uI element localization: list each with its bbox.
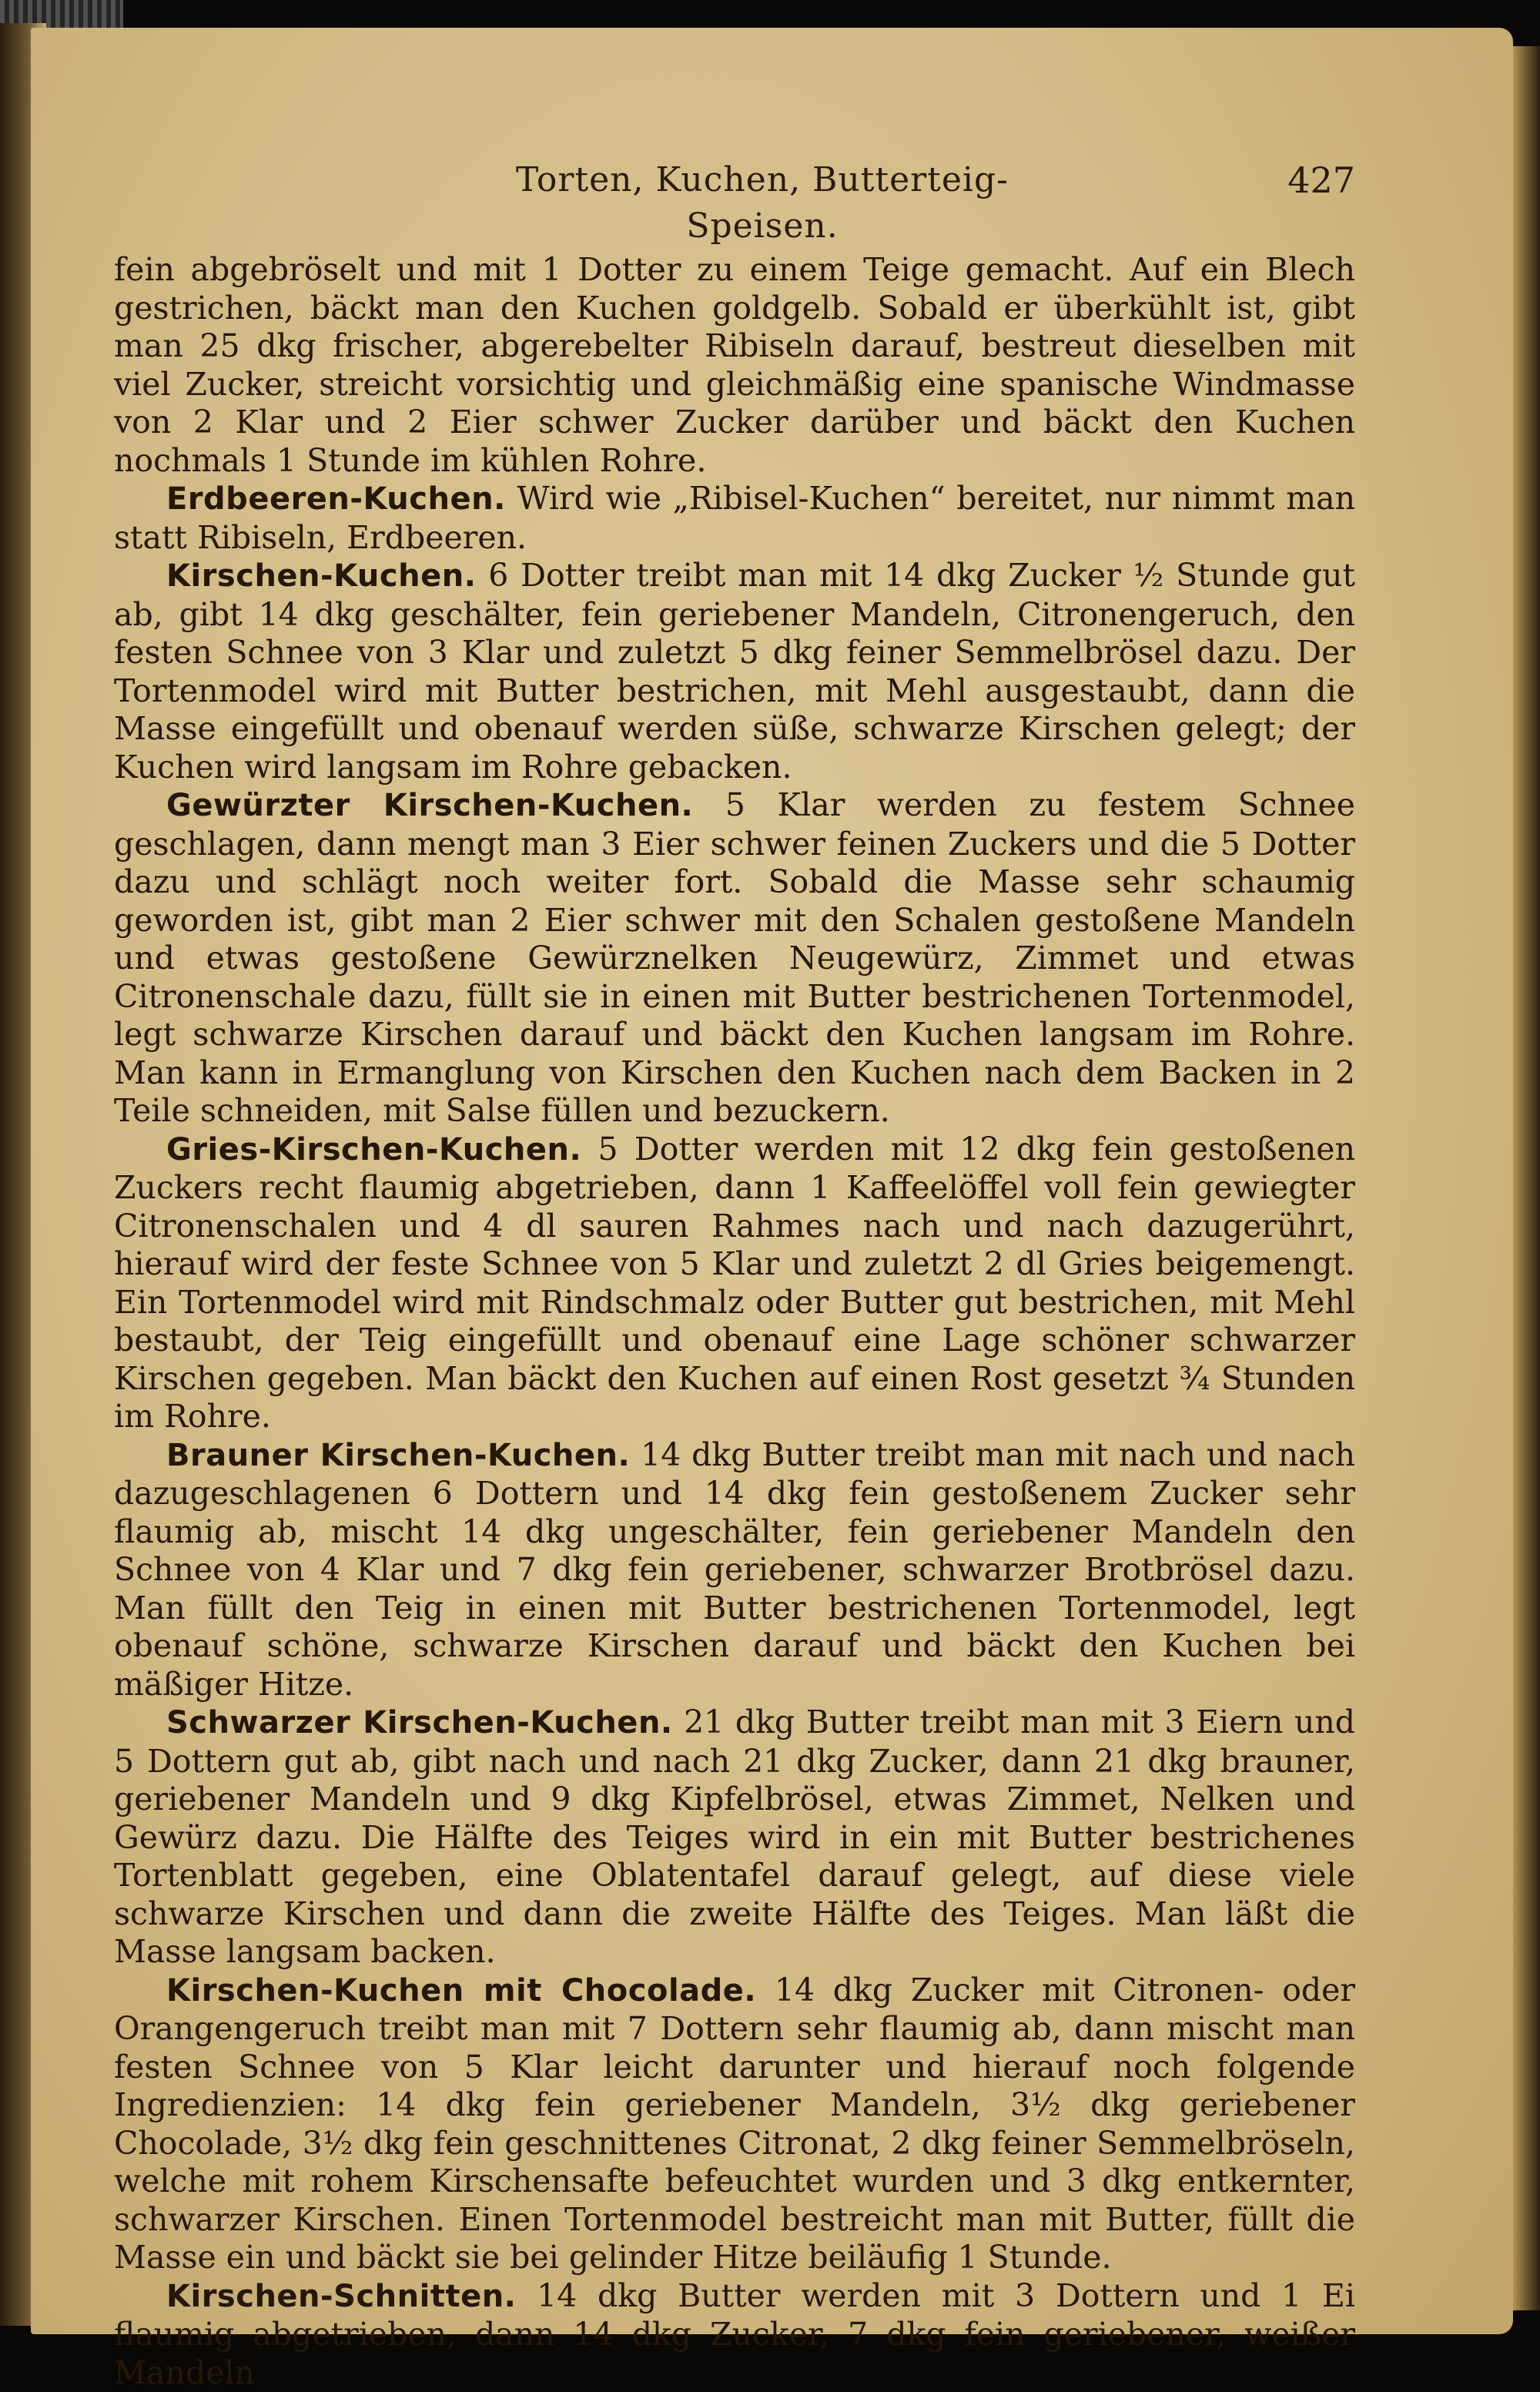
recipe-body: 14 dkg Butter werden mit 3 Dottern und 1 Ei flaumig abgetrieben, dann 14 dkg Zucker, 7 dkg fein geriebener, weißer Mandeln <box>114 2277 1355 2391</box>
recipe-body: 14 dkg Butter treibt man mit nach und nach dazugeschlagenen 6 Dottern und 14 dkg fein gestoßenem Zucker sehr flaumig ab, mischt 14 dkg ungeschälter, fein geriebener Mandeln den Schnee von 4 Klar und 7 dkg fein geriebener, schwarzer Brotbrösel dazu. Man füllt den Teig in einen mit Butter bestrichenen Tortenmodel, legt obenauf schöne, schwarze Kirschen darauf und bäckt den Kuchen bei mäßiger Hitze. <box>114 1436 1355 1703</box>
recipe-kirschen-kuchen-chocolade <box>114 1972 1355 2277</box>
recipe-body: 5 Klar werden zu festem Schnee geschlagen, dann mengt man 3 Eier schwer feinen Zuckers und die 5 Dotter dazu und schlägt noch weiter fort. Sobald die Masse sehr schaumig geworden ist, gibt man 2 Eier schwer mit den Schalen gestoßene Mandeln und etwas gestoßene Gewürznelken Neugewürz, Zimmet und etwas Citronenschale dazu, füllt sie in einen mit Butter bestrichenen Tortenmodel, legt schwarze Kirschen darauf und bäckt den Kuchen langsam im Rohre. Man kann in Ermanglung von Kirschen den Kuchen nach dem Backen in 2 Teile schneiden, mit Salse füllen und bezuckern. <box>114 786 1355 1129</box>
recipe-title: Brauner Kirschen-Kuchen. <box>166 1438 630 1473</box>
recipe-title: Kirschen-Kuchen mit Chocolade. <box>166 1973 756 2008</box>
page-header <box>31 149 1513 211</box>
recipe-schwarzer-kirschen-kuchen <box>114 1704 1355 1972</box>
page-number: 427 <box>1232 157 1355 203</box>
recipe-kirschen-schnitten <box>114 2277 1355 2392</box>
recipe-body: 21 dkg Butter treibt man mit 3 Eiern und 5 Dottern gut ab, gibt nach und nach 21 dkg Zucker, dann 21 dkg brauner, geriebener Mandeln und 9 dkg Kipfelbrösel, etwas Zimmet, Nelken und Gewürz dazu. Die Hälfte des Teiges wird in ein mit Butter bestrichenes Tortenblatt gegeben, eine Oblatentafel darauf gelegt, auf diese viele schwarze Kirschen und dann die zweite Hälfte des Teiges. Man läßt die Masse langsam backen. <box>114 1704 1355 1970</box>
recipe-gries-kirschen-kuchen <box>114 1131 1355 1436</box>
recipe-title: Schwarzer Kirschen-Kuchen. <box>166 1705 673 1740</box>
recipe-title: Erdbeeren-Kuchen. <box>166 481 506 517</box>
recipe-body: Wird wie „Ribisel-Kuchen“ bereitet, nur nimmt man statt Ribiseln, Erdbeeren. <box>114 480 1355 556</box>
recipe-body: 6 Dotter treibt man mit 14 dkg Zucker ½ Stunde gut ab, gibt 14 dkg geschälter, fein geriebener Mandeln, Citronengeruch, den festen Schnee von 3 Klar und zuletzt 5 dkg feiner Semmelbrösel dazu. Der Tortenmodel wird mit Butter bestrichen, mit Mehl ausgestaubt, dann die Masse eingefüllt und obenauf werden süße, schwarze Kirschen gelegt; der Kuchen wird langsam im Rohre gebacken. <box>114 557 1355 786</box>
recipe-kirschen-kuchen <box>114 557 1355 786</box>
recipe-title: Gewürzter Kirschen-Kuchen. <box>166 788 693 823</box>
page-edge <box>1513 46 1540 2310</box>
recipe-gewuerzter-kirschen-kuchen <box>114 786 1355 1131</box>
running-title: Torten, Kuchen, Butterteig-Speisen. <box>462 157 1063 203</box>
recipe-body: 5 Dotter werden mit 12 dkg fein gestoßenen Zuckers recht flaumig abgetrieben, dann 1 Kaffeelöffel voll fein gewiegter Citronenschalen und 4 dl sauren Rahmes nach und nach dazugerührt, hierauf wird der feste Schnee von 5 Klar und zuletzt 2 dl Gries beigemengt. Ein Tortenmodel wird mit Rindschmalz oder Butter gut bestrichen, mit Mehl bestaubt, der Teig eingefüllt und obenauf eine Lage schöner schwarzer Kirschen gegeben. Man bäckt den Kuchen auf einen Rost gesetzt ¾ Stunden im Rohre. <box>114 1131 1355 1436</box>
intro-paragraph: fein abgebröselt und mit 1 Dotter zu einem Teige gemacht. Auf ein Blech gestrichen, bäckt man den Kuchen goldgelb. Sobald er überkühlt ist, gibt man 25 dkg frischer, abgerebelter Ribiseln darauf, bestreut dieselben mit viel Zucker, streicht vorsichtig und gleichmäßig eine spanische Windmasse von 2 Klar und 2 Eier schwer Zucker darüber und bäckt den Kuchen nochmals 1 Stunde im kühlen Rohre. <box>114 251 1355 480</box>
recipe-erdbeeren-kuchen <box>114 480 1355 557</box>
recipe-title: Gries-Kirschen-Kuchen. <box>166 1132 581 1168</box>
recipe-brauner-kirschen-kuchen <box>114 1436 1355 1704</box>
recipe-text <box>114 251 1355 2392</box>
recipe-body: 14 dkg Zucker mit Citronen- oder Orangengeruch treibt man mit 7 Dottern sehr flaumig ab, dann mischt man festen Schnee von 5 Klar leicht darunter und hierauf noch folgende Ingredienzien: 14 dkg fein geriebener Mandeln, 3½ dkg geriebener Chocolade, 3½ dkg fein geschnittenes Citronat, 2 dkg feiner Semmelbröseln, welche mit rohem Kirschensafte befeuchtet wurden und 3 dkg entkernter, schwarzer Kirschen. Einen Tortenmodel bestreicht man mit Butter, füllt die Masse ein und bäckt sie bei gelinder Hitze beiläufig 1 Stunde. <box>114 1972 1355 2276</box>
recipe-title: Kirschen-Schnitten. <box>166 2279 516 2314</box>
page <box>31 28 1513 2334</box>
recipe-title: Kirschen-Kuchen. <box>166 558 476 594</box>
